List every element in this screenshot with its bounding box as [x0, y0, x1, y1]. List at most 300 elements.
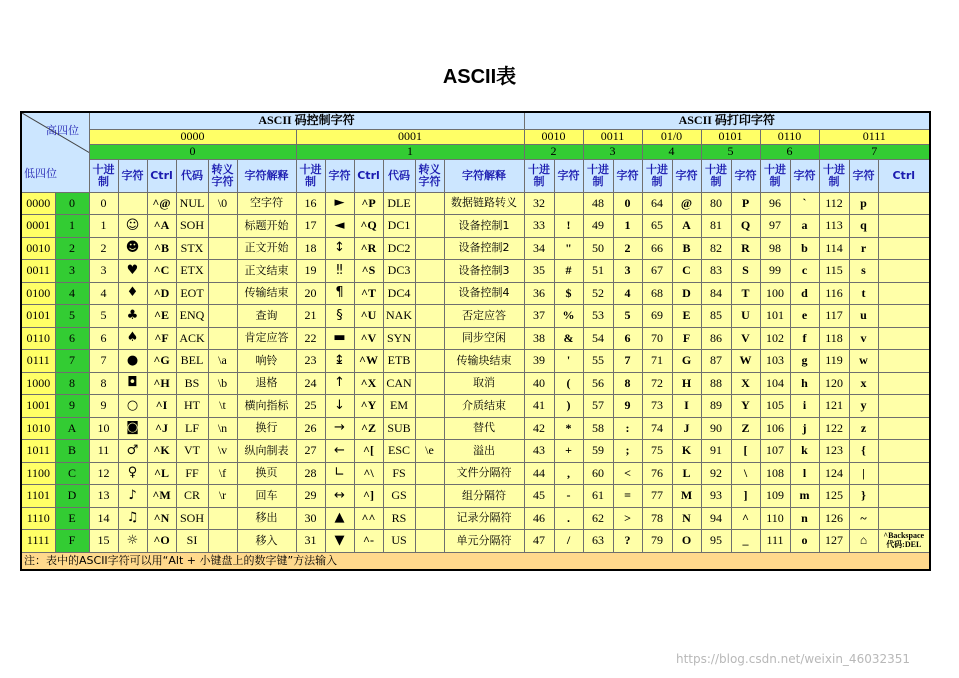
cell-meaning: 纵向制表 [237, 440, 296, 463]
cell-char: ▲ [325, 507, 354, 530]
cell-decimal: 46 [524, 507, 554, 530]
cell-decimal: 73 [642, 395, 672, 418]
row-binary: 1000 [21, 372, 55, 395]
row-hex: 9 [55, 395, 89, 418]
cell-ctrl: ^F [147, 327, 176, 350]
cell-decimal: 105 [760, 395, 790, 418]
cell-char: } [849, 485, 878, 508]
cell-decimal: 96 [760, 192, 790, 215]
row-binary: 1001 [21, 395, 55, 418]
cell-meaning: 换页 [237, 462, 296, 485]
cell-char: ☻ [118, 237, 147, 260]
cell-code: BS [176, 372, 208, 395]
cell-escape [415, 372, 444, 395]
cell-char: 8 [613, 372, 642, 395]
cell-decimal: 93 [701, 485, 731, 508]
cell-code: GS [383, 485, 415, 508]
cell-code: RS [383, 507, 415, 530]
cell-decimal: 43 [524, 440, 554, 463]
cell-decimal: 40 [524, 372, 554, 395]
cell-ctrl: ^^ [354, 507, 383, 530]
cell-char: l [790, 462, 819, 485]
cell-ctrl: ^X [354, 372, 383, 395]
cell-ctrl [878, 215, 930, 238]
cell-char: ] [731, 485, 760, 508]
cell-ctrl: ^S [354, 260, 383, 283]
group-decimal-header: 6 [760, 144, 819, 159]
group-binary-header: 0110 [760, 129, 819, 144]
cell-decimal: 21 [296, 305, 325, 328]
cell-char: + [554, 440, 583, 463]
cell-code: CAN [383, 372, 415, 395]
cell-ctrl [878, 462, 930, 485]
cell-decimal: 107 [760, 440, 790, 463]
cell-meaning: 移入 [237, 530, 296, 553]
cell-decimal: 56 [583, 372, 613, 395]
cell-char: " [554, 237, 583, 260]
cell-decimal: 112 [819, 192, 849, 215]
cell-decimal: 85 [701, 305, 731, 328]
cell-decimal: 5 [89, 305, 118, 328]
cell-decimal: 82 [701, 237, 731, 260]
cell-decimal: 91 [701, 440, 731, 463]
cell-decimal: 22 [296, 327, 325, 350]
row-binary: 0111 [21, 350, 55, 373]
cell-char: J [672, 417, 701, 440]
cell-decimal: 32 [524, 192, 554, 215]
footer-note: 注：表中的ASCII字符可以用“Alt + 小键盘上的数字键”方法输入 [21, 552, 930, 570]
row-hex: C [55, 462, 89, 485]
cell-char: > [613, 507, 642, 530]
cell-decimal: 87 [701, 350, 731, 373]
cell-escape [415, 282, 444, 305]
cell-meaning: 取消 [444, 372, 524, 395]
col-header-char: 字符 [325, 159, 354, 192]
cell-decimal: 39 [524, 350, 554, 373]
cell-char: 5 [613, 305, 642, 328]
cell-decimal: 10 [89, 417, 118, 440]
cell-decimal: 90 [701, 417, 731, 440]
cell-decimal: 25 [296, 395, 325, 418]
cell-ctrl [878, 395, 930, 418]
cell-char: o [790, 530, 819, 553]
cell-decimal: 97 [760, 215, 790, 238]
cell-meaning: 同步空闲 [444, 327, 524, 350]
cell-meaning: 介质结束 [444, 395, 524, 418]
cell-decimal: 29 [296, 485, 325, 508]
cell-meaning: 横向指标 [237, 395, 296, 418]
cell-ctrl: ^G [147, 350, 176, 373]
cell-code: STX [176, 237, 208, 260]
cell-ctrl [878, 350, 930, 373]
cell-ctrl: ^W [354, 350, 383, 373]
cell-char: 7 [613, 350, 642, 373]
cell-char: | [849, 462, 878, 485]
group-binary-header: 0000 [89, 129, 296, 144]
cell-char: i [790, 395, 819, 418]
cell-char: < [613, 462, 642, 485]
row-hex: 1 [55, 215, 89, 238]
cell-ctrl [878, 372, 930, 395]
cell-decimal: 42 [524, 417, 554, 440]
cell-escape [415, 327, 444, 350]
cell-decimal: 84 [701, 282, 731, 305]
cell-escape [415, 350, 444, 373]
row-hex: 4 [55, 282, 89, 305]
cell-char: ^ [731, 507, 760, 530]
cell-ctrl: ^J [147, 417, 176, 440]
row-hex: 0 [55, 192, 89, 215]
row-hex: D [55, 485, 89, 508]
cell-decimal: 19 [296, 260, 325, 283]
cell-ctrl [878, 440, 930, 463]
col-header-meaning: 字符解释 [444, 159, 524, 192]
cell-decimal: 28 [296, 462, 325, 485]
cell-ctrl: ^T [354, 282, 383, 305]
cell-char: ~ [849, 507, 878, 530]
cell-decimal: 98 [760, 237, 790, 260]
cell-char: ⌂ [849, 530, 878, 553]
col-header-ctrl: Ctrl [147, 159, 176, 192]
low-bits-label: 低四位 [24, 167, 57, 180]
cell-decimal: 3 [89, 260, 118, 283]
cell-code: SUB [383, 417, 415, 440]
cell-escape [415, 237, 444, 260]
group-decimal-header: 4 [642, 144, 701, 159]
col-header-decimal: 十进制 [642, 159, 672, 192]
table-row [21, 395, 930, 418]
cell-ctrl: ^B [147, 237, 176, 260]
cell-char: → [325, 417, 354, 440]
cell-char: 3 [613, 260, 642, 283]
table-row [21, 462, 930, 485]
row-hex: E [55, 507, 89, 530]
cell-char: ♫ [118, 507, 147, 530]
cell-char: u [849, 305, 878, 328]
cell-char: - [554, 485, 583, 508]
cell-decimal: 81 [701, 215, 731, 238]
cell-char: p [849, 192, 878, 215]
cell-escape [208, 530, 237, 553]
cell-char: 1 [613, 215, 642, 238]
cell-char: z [849, 417, 878, 440]
col-header-decimal: 十进制 [524, 159, 554, 192]
group-binary-header: 0010 [524, 129, 583, 144]
cell-decimal: 99 [760, 260, 790, 283]
cell-char: = [613, 485, 642, 508]
cell-escape: \b [208, 372, 237, 395]
cell-char: e [790, 305, 819, 328]
cell-char: ? [613, 530, 642, 553]
cell-escape [415, 192, 444, 215]
cell-char: ♠ [118, 327, 147, 350]
cell-meaning: 回车 [237, 485, 296, 508]
cell-code: FF [176, 462, 208, 485]
cell-char: @ [672, 192, 701, 215]
cell-ctrl: ^Z [354, 417, 383, 440]
cell-char: B [672, 237, 701, 260]
cell-char: ▼ [325, 530, 354, 553]
cell-ctrl: ^H [147, 372, 176, 395]
cell-code: VT [176, 440, 208, 463]
group-decimal-header: 0 [89, 144, 296, 159]
cell-ctrl: ^- [354, 530, 383, 553]
row-binary: 0101 [21, 305, 55, 328]
row-hex: 3 [55, 260, 89, 283]
col-header-decimal: 十进制 [89, 159, 118, 192]
cell-char: Z [731, 417, 760, 440]
cell-decimal: 77 [642, 485, 672, 508]
cell-char: \ [731, 462, 760, 485]
corner-header [21, 112, 89, 192]
cell-char: N [672, 507, 701, 530]
cell-char: ‼ [325, 260, 354, 283]
cell-decimal: 83 [701, 260, 731, 283]
cell-decimal: 47 [524, 530, 554, 553]
cell-meaning: 传输结束 [237, 282, 296, 305]
cell-ctrl: ^L [147, 462, 176, 485]
cell-decimal: 64 [642, 192, 672, 215]
cell-char: b [790, 237, 819, 260]
row-binary: 0001 [21, 215, 55, 238]
cell-char: [ [731, 440, 760, 463]
cell-char: x [849, 372, 878, 395]
cell-code: FS [383, 462, 415, 485]
cell-char: ↨ [325, 350, 354, 373]
cell-ctrl: ^A [147, 215, 176, 238]
cell-decimal: 123 [819, 440, 849, 463]
cell-decimal: 120 [819, 372, 849, 395]
cell-ctrl: ^Q [354, 215, 383, 238]
cell-decimal: 125 [819, 485, 849, 508]
cell-char: W [731, 350, 760, 373]
cell-decimal: 117 [819, 305, 849, 328]
cell-decimal: 0 [89, 192, 118, 215]
cell-decimal: 88 [701, 372, 731, 395]
table-row [21, 485, 930, 508]
cell-escape [415, 530, 444, 553]
cell-char: h [790, 372, 819, 395]
cell-char: ↔ [325, 485, 354, 508]
col-header-escape: 转义字符 [208, 159, 237, 192]
col-header-char: 字符 [849, 159, 878, 192]
group-binary-header: 0111 [819, 129, 930, 144]
cell-decimal: 37 [524, 305, 554, 328]
cell-code: BEL [176, 350, 208, 373]
cell-code: ETB [383, 350, 415, 373]
cell-ctrl: ^R [354, 237, 383, 260]
cell-char: j [790, 417, 819, 440]
cell-code: US [383, 530, 415, 553]
cell-char: ↓ [325, 395, 354, 418]
cell-decimal: 35 [524, 260, 554, 283]
cell-ctrl: ^V [354, 327, 383, 350]
row-binary: 1011 [21, 440, 55, 463]
cell-decimal: 44 [524, 462, 554, 485]
cell-char: D [672, 282, 701, 305]
cell-decimal: 70 [642, 327, 672, 350]
cell-char: Q [731, 215, 760, 238]
cell-decimal: 95 [701, 530, 731, 553]
cell-code: LF [176, 417, 208, 440]
cell-decimal: 59 [583, 440, 613, 463]
col-header-char: 字符 [613, 159, 642, 192]
cell-decimal: 31 [296, 530, 325, 553]
cell-meaning: 设备控制1 [444, 215, 524, 238]
page-title: ASCII表 [442, 66, 517, 88]
cell-meaning: 移出 [237, 507, 296, 530]
col-header-char: 字符 [790, 159, 819, 192]
cell-char: G [672, 350, 701, 373]
row-binary: 1110 [21, 507, 55, 530]
row-hex: 8 [55, 372, 89, 395]
cell-meaning: 文件分隔符 [444, 462, 524, 485]
cell-decimal: 36 [524, 282, 554, 305]
cell-meaning: 溢出 [444, 440, 524, 463]
group-decimal-header: 5 [701, 144, 760, 159]
cell-decimal: 15 [89, 530, 118, 553]
cell-char: . [554, 507, 583, 530]
cell-char: n [790, 507, 819, 530]
cell-decimal: 113 [819, 215, 849, 238]
cell-escape [415, 305, 444, 328]
col-header-decimal: 十进制 [583, 159, 613, 192]
cell-decimal: 114 [819, 237, 849, 260]
cell-escape [208, 305, 237, 328]
cell-decimal: 121 [819, 395, 849, 418]
table-row [21, 440, 930, 463]
cell-char: # [554, 260, 583, 283]
row-hex: 7 [55, 350, 89, 373]
cell-char: ↑ [325, 372, 354, 395]
print-section-header: ASCII 码打印字符 [524, 112, 930, 129]
cell-meaning: 肯定应答 [237, 327, 296, 350]
cell-char: X [731, 372, 760, 395]
cell-code: EOT [176, 282, 208, 305]
cell-decimal: 110 [760, 507, 790, 530]
cell-char: C [672, 260, 701, 283]
cell-ctrl: ^] [354, 485, 383, 508]
cell-code: DC3 [383, 260, 415, 283]
cell-decimal: 115 [819, 260, 849, 283]
cell-ctrl [878, 305, 930, 328]
cell-escape [208, 260, 237, 283]
cell-code: ESC [383, 440, 415, 463]
cell-meaning: 正文结束 [237, 260, 296, 283]
cell-decimal: 50 [583, 237, 613, 260]
group-decimal-header: 3 [583, 144, 642, 159]
cell-escape [208, 507, 237, 530]
cell-escape [415, 215, 444, 238]
cell-decimal: 58 [583, 417, 613, 440]
cell-decimal: 118 [819, 327, 849, 350]
cell-ctrl: ^K [147, 440, 176, 463]
cell-char: { [849, 440, 878, 463]
cell-char: ► [325, 192, 354, 215]
row-binary: 1101 [21, 485, 55, 508]
cell-escape: \f [208, 462, 237, 485]
cell-ctrl [878, 192, 930, 215]
cell-code: DC1 [383, 215, 415, 238]
cell-char: f [790, 327, 819, 350]
cell-code: DC2 [383, 237, 415, 260]
cell-decimal: 80 [701, 192, 731, 215]
table-row [21, 282, 930, 305]
cell-code: SYN [383, 327, 415, 350]
row-hex: 2 [55, 237, 89, 260]
cell-escape [208, 327, 237, 350]
cell-decimal: 48 [583, 192, 613, 215]
col-header-decimal: 十进制 [701, 159, 731, 192]
row-hex: 6 [55, 327, 89, 350]
cell-decimal: 41 [524, 395, 554, 418]
cell-char: q [849, 215, 878, 238]
cell-char: t [849, 282, 878, 305]
col-header-char: 字符 [118, 159, 147, 192]
cell-decimal: 49 [583, 215, 613, 238]
cell-decimal: 127 [819, 530, 849, 553]
cell-ctrl: ^U [354, 305, 383, 328]
cell-decimal: 66 [642, 237, 672, 260]
cell-char: k [790, 440, 819, 463]
cell-char: $ [554, 282, 583, 305]
cell-char: ◘ [118, 372, 147, 395]
cell-ctrl [878, 485, 930, 508]
cell-char: ♪ [118, 485, 147, 508]
cell-decimal: 51 [583, 260, 613, 283]
table-row [21, 507, 930, 530]
cell-char: ♥ [118, 260, 147, 283]
cell-decimal: 18 [296, 237, 325, 260]
cell-char: ; [613, 440, 642, 463]
cell-code: NAK [383, 305, 415, 328]
cell-decimal: 11 [89, 440, 118, 463]
col-header-decimal: 十进制 [819, 159, 849, 192]
cell-escape [208, 237, 237, 260]
col-header-char: 字符 [554, 159, 583, 192]
cell-char: % [554, 305, 583, 328]
cell-decimal: 108 [760, 462, 790, 485]
cell-ctrl [878, 530, 930, 553]
group-binary-header: 0001 [296, 129, 524, 144]
cell-char: r [849, 237, 878, 260]
cell-char: H [672, 372, 701, 395]
cell-char: I [672, 395, 701, 418]
cell-decimal: 78 [642, 507, 672, 530]
cell-ctrl [878, 417, 930, 440]
cell-ctrl [878, 282, 930, 305]
cell-decimal: 1 [89, 215, 118, 238]
cell-meaning: 响铃 [237, 350, 296, 373]
cell-char: ¶ [325, 282, 354, 305]
cell-decimal: 7 [89, 350, 118, 373]
cell-meaning: 数据链路转义 [444, 192, 524, 215]
cell-char: Y [731, 395, 760, 418]
cell-char: s [849, 260, 878, 283]
cell-char: ◙ [118, 417, 147, 440]
col-header-escape: 转义字符 [415, 159, 444, 192]
cell-char: ' [554, 350, 583, 373]
cell-char: & [554, 327, 583, 350]
cell-meaning: 记录分隔符 [444, 507, 524, 530]
cell-decimal: 62 [583, 507, 613, 530]
col-header-char: 字符 [672, 159, 701, 192]
cell-char: ∟ [325, 462, 354, 485]
cell-char: , [554, 462, 583, 485]
cell-char: ↕ [325, 237, 354, 260]
cell-decimal: 54 [583, 327, 613, 350]
row-hex: B [55, 440, 89, 463]
